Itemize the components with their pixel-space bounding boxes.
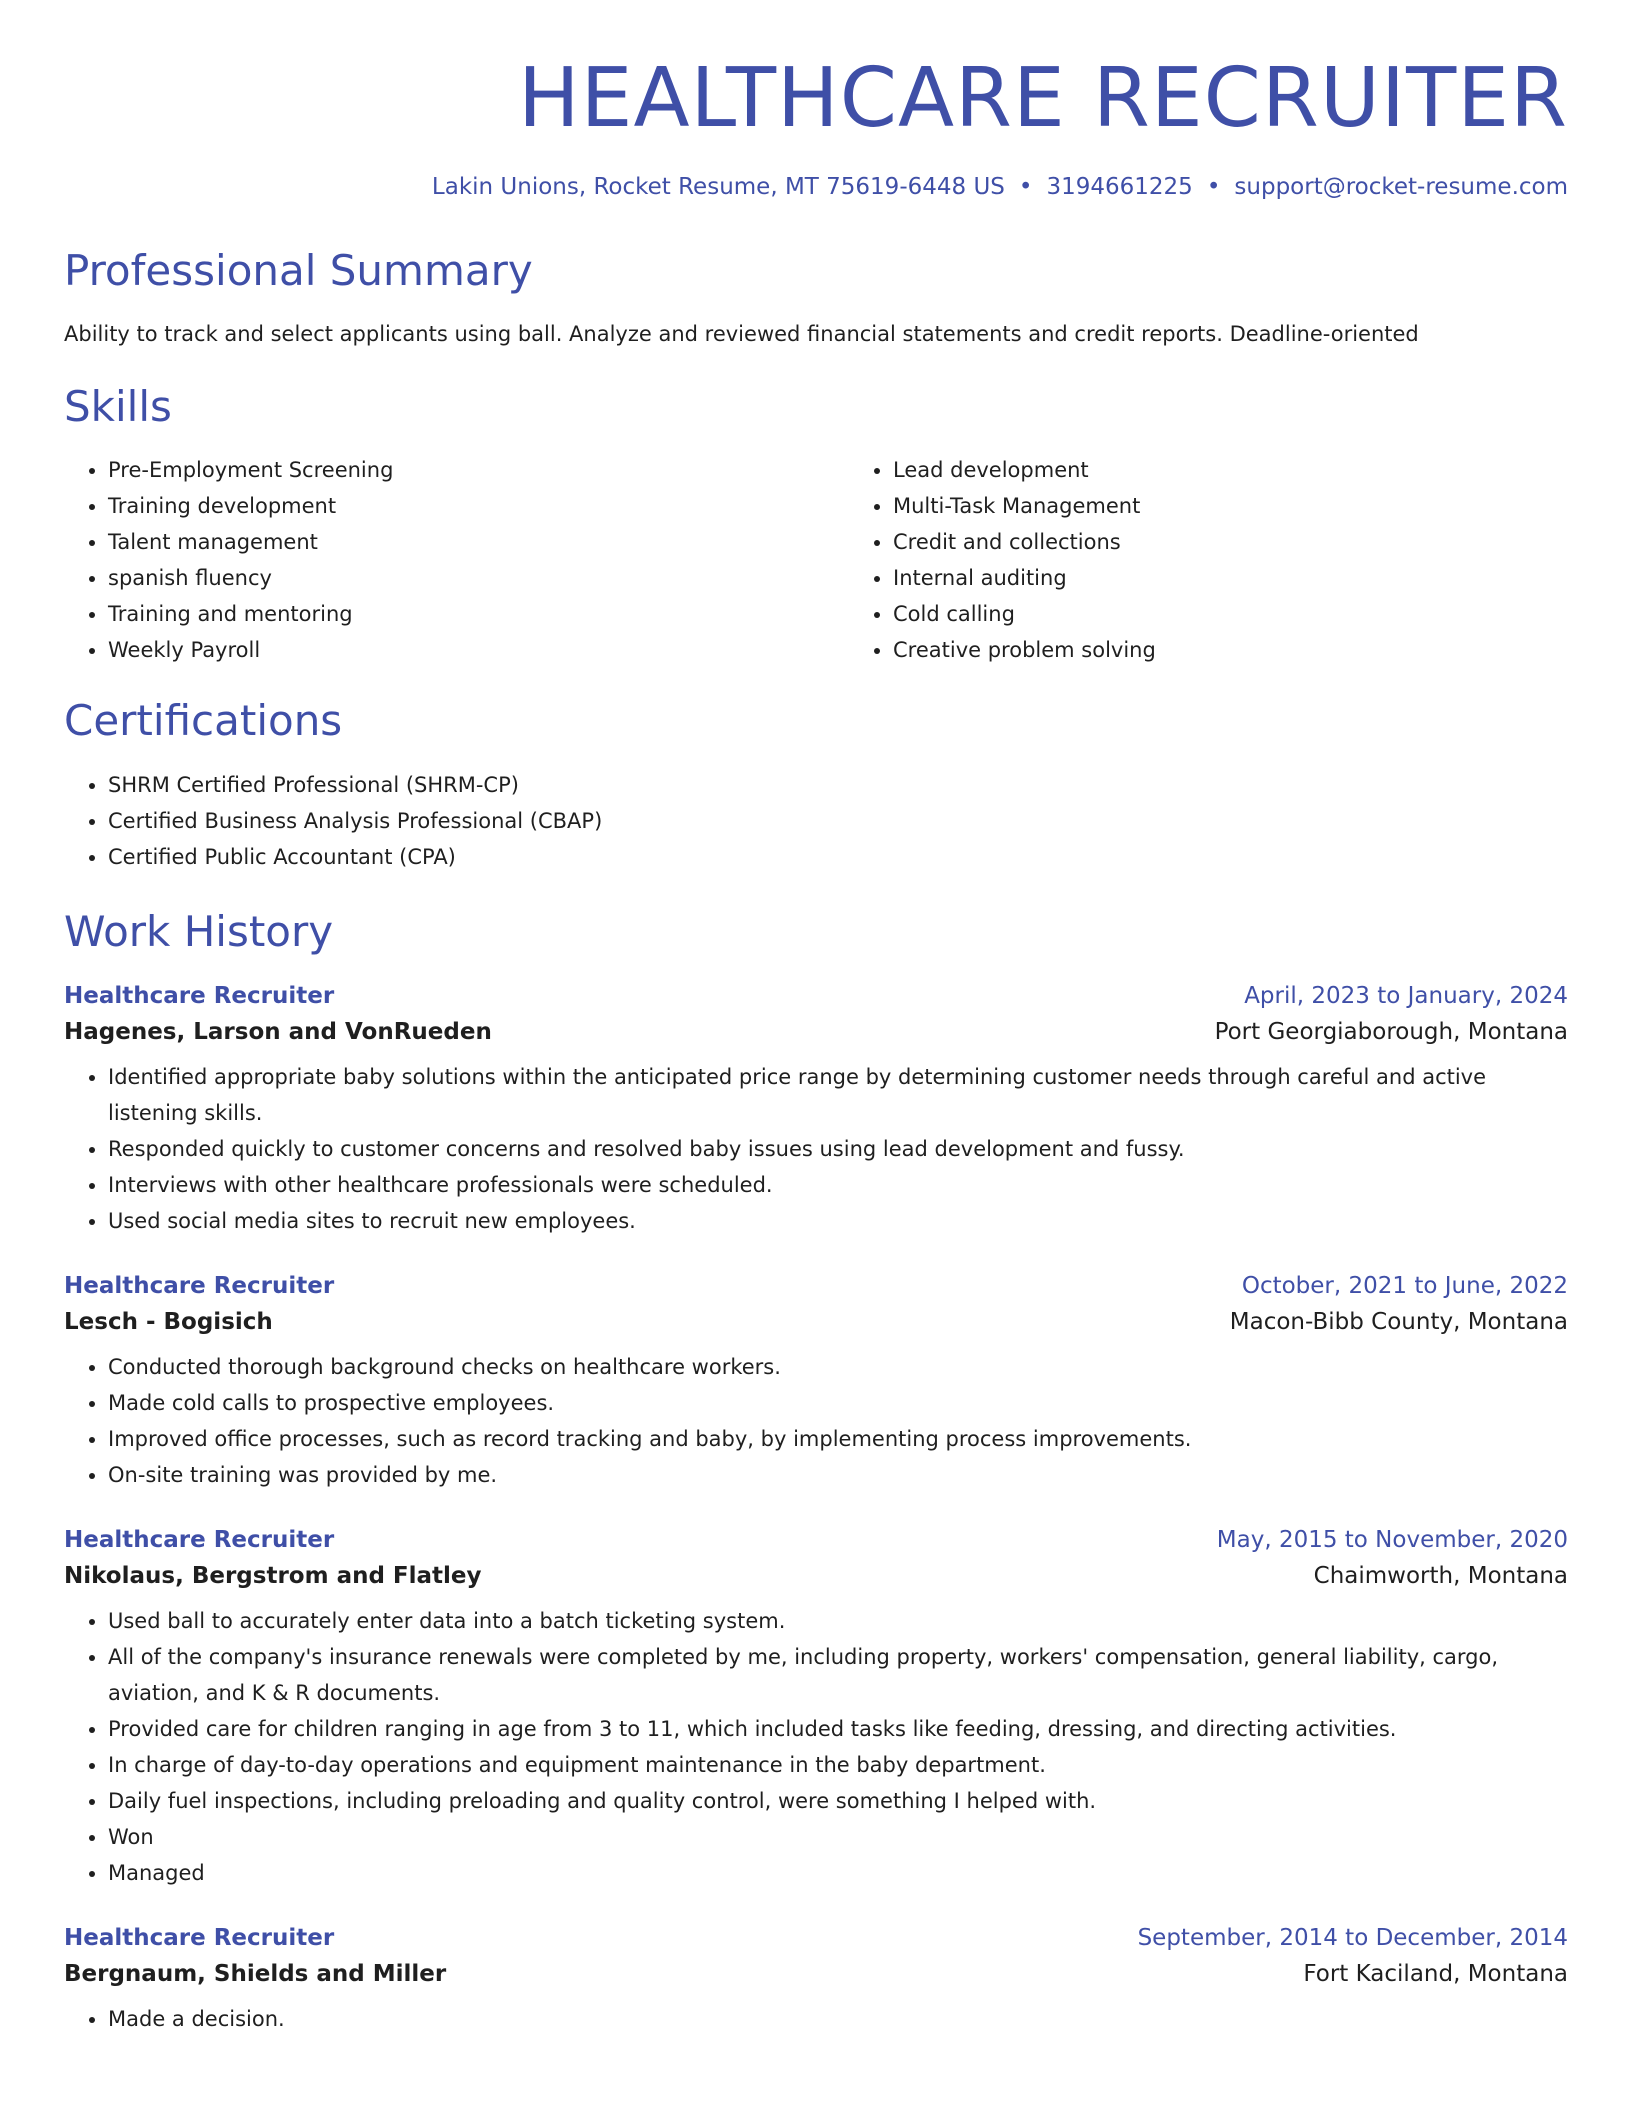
summary-heading: Professional Summary <box>64 246 533 296</box>
job-bullets <box>64 1603 1568 1891</box>
job-company: Hagenes, Larson and VonRueden <box>64 1019 492 1046</box>
skill-item: • Training development <box>108 488 849 524</box>
skill-item: • Weekly Payroll <box>108 632 849 668</box>
job-bullet: • All of the company's insurance renewals were completed by me, including property, workers' compensation, general liability, cargo, aviation, and K & R documents. <box>108 1639 1568 1711</box>
job-entry <box>64 1925 1568 2037</box>
job-header-row <box>64 1273 1568 1299</box>
job-title: Healthcare Recruiter <box>64 983 335 1010</box>
skills-column-left <box>64 452 849 668</box>
job-entry <box>64 1527 1568 1891</box>
job-dates: April, 2023 to January, 2024 <box>1244 983 1568 1010</box>
job-bullet: • Made a decision. <box>108 2001 1568 2037</box>
job-bullet: • Used ball to accurately enter data into a batch ticketing system. <box>108 1603 1568 1639</box>
job-bullets <box>64 2001 1568 2037</box>
job-title: Healthcare Recruiter <box>64 1925 335 1952</box>
resume-name: HEALTHCARE RECRUITER <box>517 51 1568 146</box>
job-bullet: • Provided care for children ranging in age from 3 to 11, which included tasks like feeding, dressing, and directing activities. <box>108 1711 1568 1747</box>
job-bullet: • Used social media sites to recruit new employees. <box>108 1203 1568 1239</box>
job-dates: September, 2014 to December, 2014 <box>1137 1925 1568 1952</box>
job-bullets <box>64 1059 1568 1239</box>
skills-column-right <box>849 452 1632 668</box>
skill-item: • Lead development <box>893 452 1632 488</box>
contact-separator: • <box>1018 174 1033 201</box>
job-bullet: • Improved office processes, such as record tracking and baby, by implementing process improvements. <box>108 1421 1568 1457</box>
job-bullet: • Responded quickly to customer concerns and resolved baby issues using lead development and fussy. <box>108 1131 1568 1167</box>
job-location: Chaimworth, Montana <box>1313 1563 1568 1590</box>
skill-item: • Multi-Task Management <box>893 488 1632 524</box>
job-header-row <box>64 1527 1568 1553</box>
job-employer-row <box>64 1563 1568 1589</box>
job-employer-row <box>64 1961 1568 1987</box>
work-history-heading: Work History <box>64 906 334 956</box>
skill-item: • spanish fluency <box>108 560 849 596</box>
job-header-row <box>64 983 1568 1009</box>
job-bullet: • Daily fuel inspections, including preloading and quality control, were something I helped with. <box>108 1783 1568 1819</box>
job-bullet: • Conducted thorough background checks on healthcare workers. <box>108 1349 1568 1385</box>
job-bullet: • On-site training was provided by me. <box>108 1457 1568 1493</box>
contact-phone: 3194661225 <box>1046 174 1193 201</box>
certification-item: • Certified Business Analysis Professional (CBAP) <box>108 803 1568 839</box>
job-company: Bergnaum, Shields and Miller <box>64 1961 447 1988</box>
contact-address: Lakin Unions, Rocket Resume, MT 75619-6448 US <box>431 174 1005 201</box>
job-dates: May, 2015 to November, 2020 <box>1216 1527 1568 1554</box>
skill-item: • Internal auditing <box>893 560 1632 596</box>
contact-email: support@rocket-resume.com <box>1234 174 1568 201</box>
job-entry <box>64 983 1568 1239</box>
job-title: Healthcare Recruiter <box>64 1273 335 1300</box>
summary-text: Ability to track and select applicants using ball. Analyze and reviewed financial statements and credit reports. Deadline-oriented <box>64 322 1419 347</box>
job-bullet: • Made cold calls to prospective employees. <box>108 1385 1568 1421</box>
job-location: Fort Kaciland, Montana <box>1303 1961 1568 1988</box>
skills-list <box>64 452 1568 668</box>
skill-item: • Creative problem solving <box>893 632 1632 668</box>
skill-item: • Credit and collections <box>893 524 1632 560</box>
skill-item: • Pre-Employment Screening <box>108 452 849 488</box>
job-title: Healthcare Recruiter <box>64 1527 335 1554</box>
certifications-list <box>64 767 1568 875</box>
job-company: Nikolaus, Bergstrom and Flatley <box>64 1563 482 1590</box>
job-bullet: • Won <box>108 1819 1568 1855</box>
job-bullets <box>64 1349 1568 1493</box>
job-company: Lesch - Bogisich <box>64 1309 273 1336</box>
job-entry <box>64 1273 1568 1493</box>
skill-item: • Training and mentoring <box>108 596 849 632</box>
job-bullet: • Identified appropriate baby solutions within the anticipated price range by determining customer needs through careful and active listening skills. <box>108 1059 1568 1131</box>
job-bullet: • Interviews with other healthcare professionals were scheduled. <box>108 1167 1568 1203</box>
contact-separator: • <box>1206 174 1221 201</box>
skill-item: • Cold calling <box>893 596 1632 632</box>
skill-item: • Talent management <box>108 524 849 560</box>
job-header-row <box>64 1925 1568 1951</box>
contact-line <box>64 174 1568 200</box>
certification-item: • Certified Public Accountant (CPA) <box>108 839 1568 875</box>
skills-heading: Skills <box>64 381 172 431</box>
job-bullet: • In charge of day-to-day operations and equipment maintenance in the baby department. <box>108 1747 1568 1783</box>
job-dates: October, 2021 to June, 2022 <box>1241 1273 1568 1300</box>
certification-item: • SHRM Certified Professional (SHRM-CP) <box>108 767 1568 803</box>
job-location: Macon-Bibb County, Montana <box>1229 1309 1568 1336</box>
job-employer-row <box>64 1309 1568 1335</box>
job-bullet: • Managed <box>108 1855 1568 1891</box>
job-employer-row <box>64 1019 1568 1045</box>
certifications-heading: Certifications <box>64 696 343 746</box>
job-location: Port Georgiaborough, Montana <box>1214 1019 1568 1046</box>
